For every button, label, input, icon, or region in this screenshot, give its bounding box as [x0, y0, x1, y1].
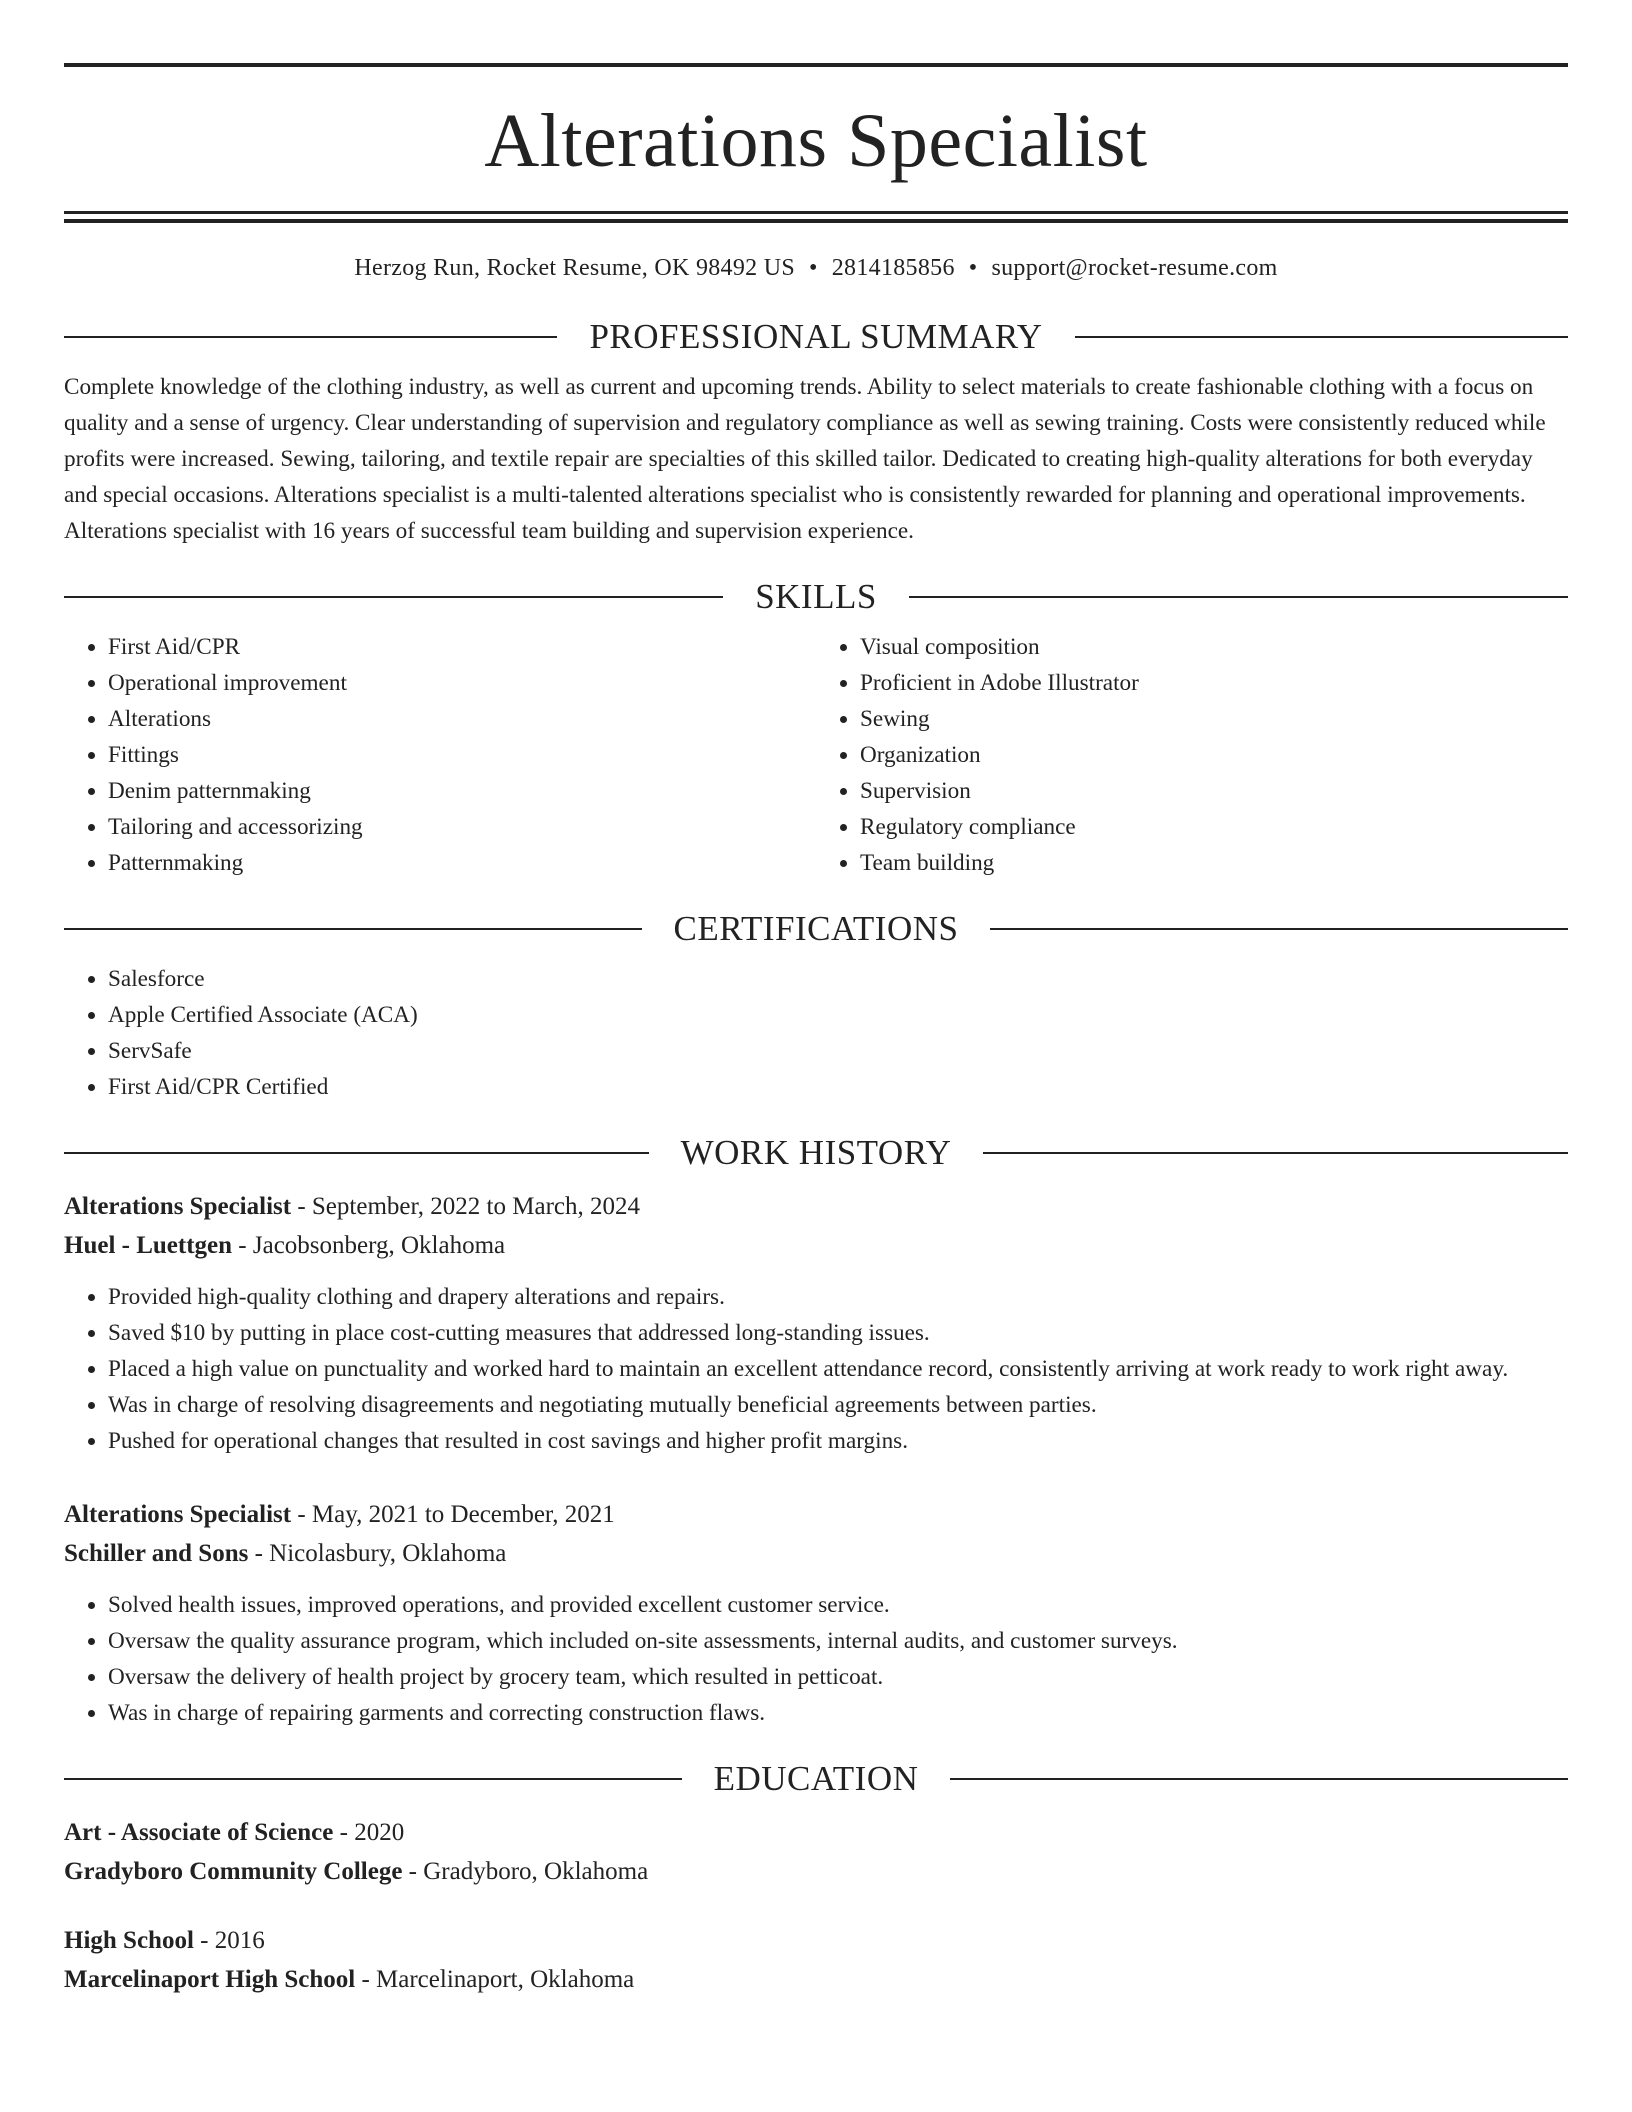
skill-item: • Fittings: [108, 737, 816, 773]
double-rule: [64, 211, 1568, 223]
certifications-section-heading: [64, 909, 1568, 949]
education-degree: High School: [64, 1927, 194, 1954]
top-rule: [64, 63, 1568, 67]
job-company: Schiller and Sons: [64, 1540, 249, 1567]
divider-line: [64, 928, 642, 930]
divider-line: [990, 928, 1568, 930]
contact-address: Herzog Run, Rocket Resume, OK 98492 US: [354, 255, 796, 281]
education-location: - Gradyboro, Oklahoma: [402, 1858, 649, 1885]
divider-line: [64, 1152, 649, 1154]
education-degree-line: [64, 1813, 1568, 1852]
contact-line: [64, 253, 1568, 283]
job-bullet: • Was in charge of resolving disagreements and negotiating mutually beneficial agreements between parties.: [108, 1387, 1568, 1423]
skills-section-heading: [64, 577, 1568, 617]
skill-item: • Proficient in Adobe Illustrator: [860, 665, 1568, 701]
skill-item: • Team building: [860, 845, 1568, 881]
skill-item: • Visual composition: [860, 629, 1568, 665]
certification-item: • First Aid/CPR Certified: [108, 1069, 1568, 1105]
job-bullets: [64, 1279, 1568, 1459]
education-location: - Marcelinaport, Oklahoma: [355, 1966, 635, 1993]
job-title: Alterations Specialist: [64, 1193, 292, 1220]
job-dates: - May, 2021 to December, 2021: [291, 1501, 615, 1528]
divider-line: [1075, 336, 1568, 338]
job-bullet: • Pushed for operational changes that resulted in cost savings and higher profit margins.: [108, 1423, 1568, 1459]
divider-line: [64, 596, 723, 598]
education-section-heading: [64, 1759, 1568, 1799]
certification-item: • Salesforce: [108, 961, 1568, 997]
job-dates: - September, 2022 to March, 2024: [291, 1193, 641, 1220]
skill-item: • Supervision: [860, 773, 1568, 809]
certification-item: • Apple Certified Associate (ACA): [108, 997, 1568, 1033]
education-year: - 2016: [193, 1927, 265, 1954]
work-title: WORK HISTORY: [680, 1133, 952, 1172]
education-school: Marcelinaport High School: [64, 1966, 356, 1993]
job-location: - Nicolasbury, Oklahoma: [248, 1540, 507, 1567]
job-bullet: • Oversaw the delivery of health project by grocery team, which resulted in petticoat.: [108, 1659, 1568, 1695]
skills-column-right: [816, 629, 1568, 881]
job-title-line: [64, 1495, 1568, 1534]
divider-line: [64, 336, 557, 338]
skill-item: • First Aid/CPR: [108, 629, 816, 665]
skill-item: • Organization: [860, 737, 1568, 773]
resume-name: Alterations Specialist: [484, 99, 1148, 183]
job-bullet: • Solved health issues, improved operations, and provided excellent customer service.: [108, 1587, 1568, 1623]
skills-column-left: [64, 629, 816, 881]
contact-phone: 2814185856: [831, 255, 955, 281]
certifications-title: CERTIFICATIONS: [673, 909, 959, 948]
job-title-line: [64, 1187, 1568, 1226]
summary-title: PROFESSIONAL SUMMARY: [589, 317, 1043, 356]
job-bullet: • Provided high-quality clothing and drapery alterations and repairs.: [108, 1279, 1568, 1315]
education-school-line: [64, 1852, 1568, 1891]
resume-page: [64, 63, 1568, 1999]
divider-line: [950, 1778, 1568, 1780]
skills-title: SKILLS: [755, 577, 877, 616]
education-school-line: [64, 1960, 1568, 1999]
summary-text: Complete knowledge of the clothing industry, as well as current and upcoming trends. Ability to select materials to create fashionable clothing with a focus on quality and a sense of urgency. Clear understanding of supervision and regulatory compliance as well as sewing training. Costs were consistently reduced while profits were increased. Sewing, tailoring, and textile repair are specialties of this skilled tailor. Dedicated to creating high-quality alterations for both everyday and special occasions. Alterations specialist is a multi-talented alterations specialist who is consistently rewarded for planning and operational improvements. Alterations specialist with 16 years of successful team building and supervision experience.: [64, 374, 1546, 544]
summary-section-heading: [64, 317, 1568, 357]
skill-item: • Tailoring and accessorizing: [108, 809, 816, 845]
education-degree-line: [64, 1921, 1568, 1960]
job-bullet: • Saved $10 by putting in place cost-cutting measures that addressed long-standing issues.: [108, 1315, 1568, 1351]
education-title: EDUCATION: [713, 1759, 919, 1798]
divider-line: [64, 1778, 682, 1780]
skill-item: • Sewing: [860, 701, 1568, 737]
education-school: Gradyboro Community College: [64, 1858, 403, 1885]
job-title: Alterations Specialist: [64, 1501, 292, 1528]
job-bullets: [64, 1587, 1568, 1731]
divider-line: [983, 1152, 1568, 1154]
job-location: - Jacobsonberg, Oklahoma: [232, 1232, 506, 1259]
contact-separator: •: [968, 255, 978, 281]
job-bullet: • Placed a high value on punctuality and worked hard to maintain an excellent attendance record, consistently arriving at work ready to work right away.: [108, 1351, 1568, 1387]
work-section-heading: [64, 1133, 1568, 1173]
certifications-list: [64, 961, 1568, 1105]
contact-separator: •: [809, 255, 818, 281]
skill-item: • Regulatory compliance: [860, 809, 1568, 845]
job-company-line: [64, 1534, 1568, 1573]
job-company: Huel - Luettgen: [64, 1232, 233, 1259]
education-year: - 2020: [333, 1819, 405, 1846]
education-entry: [64, 1813, 1568, 1891]
job-entry: [64, 1187, 1568, 1459]
skill-item: • Alterations: [108, 701, 816, 737]
skill-item: • Denim patternmaking: [108, 773, 816, 809]
education-entry: [64, 1921, 1568, 1999]
job-entry: [64, 1495, 1568, 1731]
contact-email: support@rocket-resume.com: [991, 255, 1278, 281]
job-bullet: • Was in charge of repairing garments and correcting construction flaws.: [108, 1695, 1568, 1731]
skills-list: [64, 629, 1568, 881]
certification-item: • ServSafe: [108, 1033, 1568, 1069]
job-company-line: [64, 1226, 1568, 1265]
job-bullet: • Oversaw the quality assurance program, which included on-site assessments, internal audits, and customer surveys.: [108, 1623, 1568, 1659]
divider-line: [909, 596, 1568, 598]
skill-item: • Patternmaking: [108, 845, 816, 881]
skill-item: • Operational improvement: [108, 665, 816, 701]
education-degree: Art - Associate of Science: [64, 1819, 334, 1846]
